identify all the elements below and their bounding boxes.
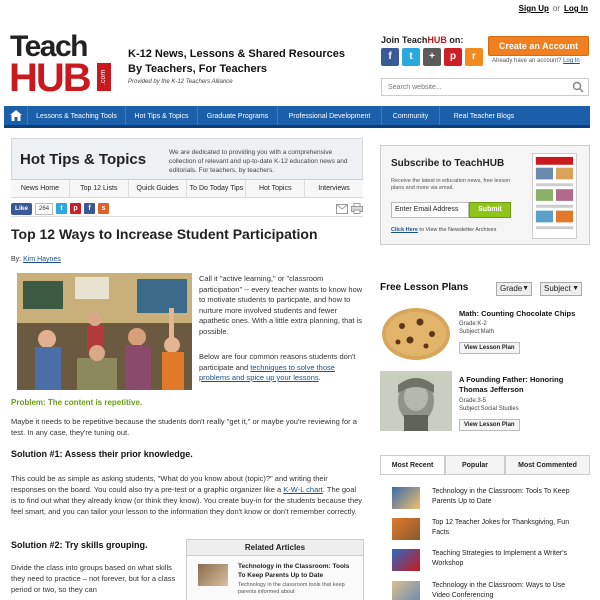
cookie-image[interactable] — [380, 304, 452, 362]
list-item[interactable] — [392, 581, 592, 600]
pinterest-icon[interactable]: p — [444, 48, 462, 66]
twitter-icon[interactable]: t — [402, 48, 420, 66]
related-description: Technology in the classroom tools that keep parents informed about — [238, 582, 345, 595]
site-tagline — [128, 47, 345, 77]
lesson-1-grade: Grade:K-2 — [459, 321, 487, 327]
like-label: Like — [15, 204, 29, 212]
like-count: 264 — [35, 203, 53, 215]
tab-interviews[interactable]: Interviews — [318, 185, 350, 192]
tab-quick-guides[interactable]: Quick Guides — [129, 180, 188, 197]
teachhub-logo[interactable] — [9, 30, 111, 100]
provided-by: Provided by the K-12 Teachers Alliance — [128, 79, 233, 85]
classroom-photo — [17, 273, 192, 390]
lesson-2-subject: Subject:Social Studies — [459, 406, 519, 412]
tab-most-commented[interactable]: Most Commented — [505, 455, 590, 474]
byline — [11, 256, 61, 263]
nav-blogs[interactable]: Real Teacher Blogs — [453, 113, 515, 120]
tab-top-12[interactable]: Top 12 Lists — [70, 180, 129, 197]
grade-select-value: Grade — [500, 284, 523, 293]
archive-text: to View the Newsletter Archives — [417, 227, 497, 233]
nav-lessons[interactable]: Lessons & Teaching Tools — [28, 106, 126, 125]
subscribe-description: Receive the latest in education news, free lesson plans and more via email. — [391, 178, 511, 191]
email-field[interactable]: Enter Email Address — [391, 202, 469, 218]
section-description: We are dedicated to providing you with a comprehensive collection of relevant and up-to-date K-12 education news and editorials. For teachers, by teachers. — [169, 149, 348, 174]
already-login-link[interactable]: Log In — [563, 58, 580, 64]
tab-most-recent[interactable]: Most Recent — [380, 455, 445, 474]
click-here-link[interactable]: Click Here — [391, 227, 418, 233]
newsletter-preview-image — [532, 153, 577, 239]
solution-1-paragraph — [11, 473, 363, 517]
join-brand: HUB — [427, 35, 447, 45]
related-title[interactable]: Technology in the Classroom: Tools To Keep Parents Up to Date — [238, 563, 350, 579]
subject-select[interactable] — [540, 282, 582, 296]
list-item-title[interactable]: Technology in the Classroom: Ways to Use Video Conferencing — [432, 582, 566, 599]
lesson-1-subject: Subject:Math — [459, 329, 495, 335]
author-link[interactable]: Kim Haynes — [23, 256, 61, 263]
nav-professional[interactable]: Professional Development — [278, 106, 382, 125]
lesson-plans-heading: Free Lesson Plans — [380, 282, 469, 293]
search-input[interactable] — [382, 79, 562, 95]
article-title: Top 12 Ways to Increase Student Participation — [11, 226, 318, 242]
list-item-thumbnail — [392, 518, 420, 540]
view-lesson-plan-button[interactable]: View Lesson Plan — [459, 342, 520, 354]
logo-hub-text: HUB — [9, 56, 90, 100]
rss-icon[interactable]: r — [465, 48, 483, 66]
intro2-text-a: Below are four common reasons students don't participate and — [199, 352, 356, 372]
tab-news-home[interactable]: News Home — [11, 180, 70, 197]
intro2-text-b: . — [318, 373, 321, 382]
list-item[interactable] — [392, 518, 592, 544]
search-box — [381, 78, 589, 96]
list-item-title[interactable]: Technology in the Classroom: Tools To Keep Parents Up to Date — [432, 488, 570, 505]
solution-2-paragraph: Divide the class into groups based on what skills they need to practice – not forever, but for a class period or two, so they can — [11, 563, 176, 594]
join-suffix: on: — [446, 35, 464, 45]
list-item-thumbnail — [392, 581, 420, 600]
email-icon[interactable] — [336, 204, 348, 214]
home-icon — [10, 110, 22, 121]
print-icon[interactable] — [351, 203, 363, 214]
sol1-text-b: . The goal is to find out what they already know (or think they know). You create buy-in for the students because they feel smart, and you can tailor your lesson to the information they don't know or don't remember correctly. — [11, 485, 363, 516]
logo-com-text: .com — [97, 63, 111, 91]
main-nav — [4, 106, 590, 128]
already-account — [492, 58, 580, 64]
signup-link[interactable]: Sign Up — [518, 4, 549, 13]
facebook-share-icon[interactable]: f — [84, 203, 95, 214]
solution-1-heading: Solution #1: Assess their prior knowledge. — [11, 449, 193, 459]
share-bar — [11, 201, 363, 217]
chevron-down-icon: ▼ — [572, 285, 579, 292]
solution-2-heading: Solution #2: Try skills grouping. — [11, 540, 148, 550]
intro-paragraph: Call it "active learning," or "classroom participation" -- every teacher wants to know how to motivate students to particpate, and how to nurture more involved students and fewer apathetic ones. With a little extra planning, that is possible. — [199, 274, 363, 336]
nav-home[interactable] — [4, 106, 28, 125]
nav-graduate[interactable]: Graduate Programs — [198, 106, 278, 125]
join-prefix: Join Teach — [381, 35, 428, 45]
list-item[interactable] — [392, 487, 592, 513]
nav-hot-tips[interactable]: Hot Tips & Topics — [126, 106, 198, 125]
sol1-text-a: This could be as simple as asking students, "What do you know about (topic)?" and writing their responses on the board. You could also try a pre-test or a graphic organizer like a — [11, 474, 328, 494]
problem-paragraph: Maybe it needs to be repetitive because the students don't really "get it," or maybe you're reviewing for a test. In any case, they're tuning out. — [11, 417, 357, 437]
facebook-like-button[interactable] — [11, 203, 32, 215]
pinterest-share-icon[interactable]: p — [70, 203, 81, 214]
related-thumbnail[interactable] — [198, 564, 228, 586]
related-heading: Related Articles — [187, 540, 363, 556]
top-links — [519, 4, 588, 13]
list-item[interactable] — [392, 549, 592, 575]
twitter-share-icon[interactable]: t — [56, 203, 67, 214]
tagline-line2: By Teachers, For Teachers — [128, 63, 267, 75]
tab-to-do-today[interactable]: To Do Today Tips — [187, 180, 246, 197]
create-account-button[interactable]: Create an Account — [488, 36, 589, 56]
lesson-2-title[interactable]: A Founding Father: Honoring Thomas Jefferson — [459, 375, 564, 394]
list-item-title[interactable]: Top 12 Teacher Jokes for Thanksgiving, Fun Facts — [432, 519, 570, 536]
jefferson-image[interactable] — [380, 371, 452, 431]
subscribe-title: Subscribe to TeachHUB — [391, 158, 505, 169]
subject-select-value: Subject — [544, 284, 571, 293]
lesson-2-grade: Grade:3-5 — [459, 398, 487, 404]
google-plus-icon[interactable]: + — [423, 48, 441, 66]
article-list-tabs — [380, 455, 590, 475]
problem-heading: Problem: The content is repetitive. — [11, 398, 143, 407]
view-lesson-plan-button[interactable]: View Lesson Plan — [459, 419, 520, 431]
tagline-line1: K-12 News, Lessons & Shared Resources — [128, 48, 346, 60]
list-item-title[interactable]: Teaching Strategies to Implement a Writer's Workshop — [432, 550, 568, 567]
tab-hot-topics[interactable]: Hot Topics — [246, 180, 305, 197]
list-item-thumbnail — [392, 549, 420, 571]
stumble-share-icon[interactable]: s — [98, 203, 109, 214]
search-icon[interactable] — [572, 81, 584, 93]
logo-teach-text: Teach — [10, 30, 87, 63]
newsletter-archive — [391, 227, 496, 233]
section-tabs — [11, 179, 363, 197]
facebook-icon[interactable]: f — [381, 48, 399, 66]
list-item-thumbnail — [392, 487, 420, 509]
kwl-chart-link[interactable]: K-W-L chart — [283, 485, 323, 494]
already-text: Already have an account? — [492, 58, 562, 64]
intro-paragraph-2 — [199, 352, 364, 384]
submit-button[interactable]: Submit — [469, 202, 511, 218]
subscribe-box — [380, 145, 590, 245]
lesson-1-title[interactable]: Math: Counting Chocolate Chips — [459, 309, 576, 318]
nav-community[interactable]: Community — [382, 106, 440, 125]
byline-label: By: — [11, 256, 22, 263]
section-title: Hot Tips & Topics — [20, 151, 147, 168]
tab-popular[interactable]: Popular — [445, 455, 505, 474]
chevron-down-icon: ▼ — [522, 285, 529, 292]
login-link[interactable]: Log In — [564, 4, 588, 13]
join-heading — [381, 35, 463, 45]
techniques-link[interactable]: techniques to solve those problems and spice up your lessons — [199, 362, 335, 382]
or-text: or — [552, 4, 560, 13]
social-icons — [381, 48, 483, 66]
grade-select[interactable] — [496, 282, 532, 296]
related-articles-box — [186, 539, 364, 600]
